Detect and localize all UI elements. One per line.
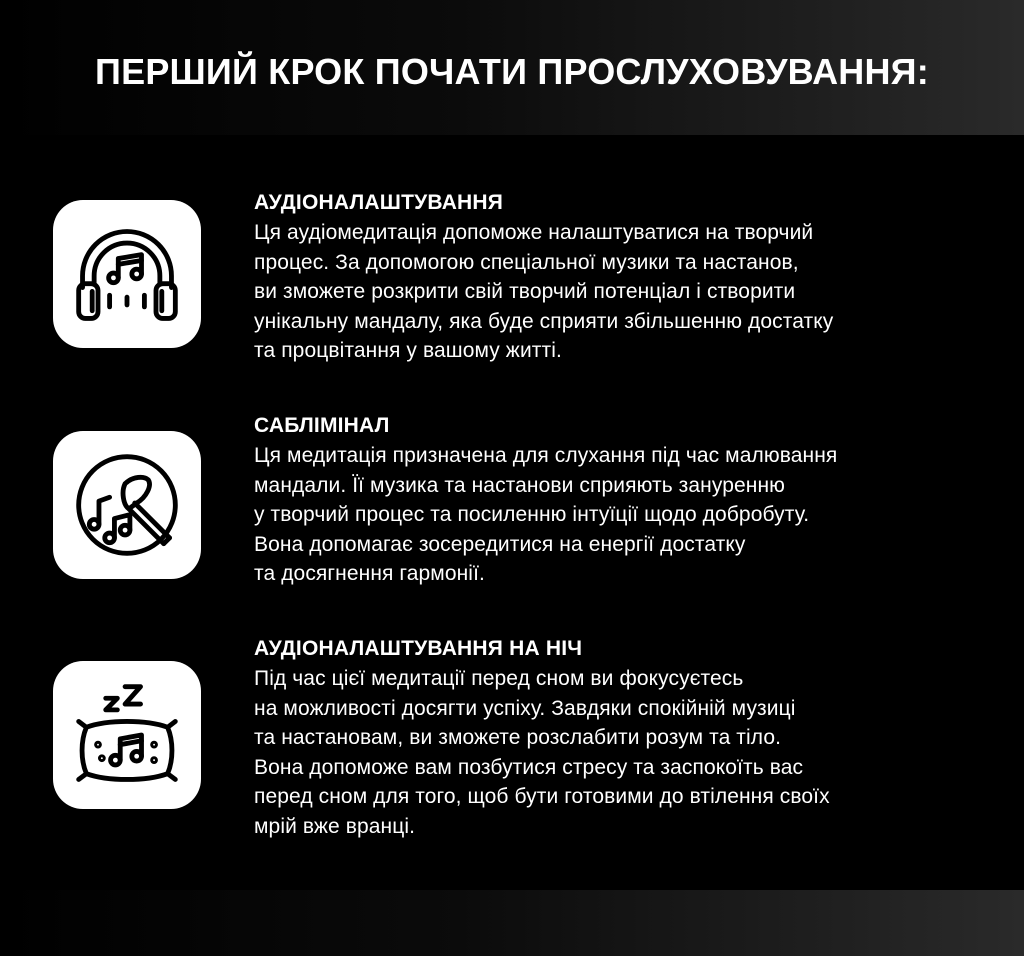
- section-text: [254, 188, 974, 366]
- icon-tile: [53, 200, 201, 348]
- section-text: [254, 634, 974, 841]
- section-body: Ця медитація призначена для слухання під час малювання мандали. Її музика та настанови сприяють зануренню у творчий процес та посиленню інтуїції щодо добробуту. Вона допомагає зосередитися на енергії достатку та досягнення гармонії.: [254, 444, 838, 585]
- icon-tile: [53, 431, 201, 579]
- palette-music-brush-icon: [69, 447, 185, 563]
- section-title: АУДІОНАЛАШТУВАННЯ НА НІЧ: [254, 637, 583, 660]
- footer-band: [0, 890, 1024, 956]
- section-body: Ця аудіомедитація допоможе налаштуватися на творчий процес. За допомогою спеціальної музики та настанов, ви зможете розкрити свій творчий потенціал і створити унікальну мандалу, яка буде сприяти збільшенню достатку та процвітання у вашому житті.: [254, 221, 834, 362]
- section-title: САБЛІМІНАЛ: [254, 414, 390, 437]
- section-title: АУДІОНАЛАШТУВАННЯ: [254, 191, 504, 214]
- sleep-pillow-music-icon: [69, 677, 185, 793]
- icon-tile: [53, 661, 201, 809]
- page-title: ПЕРШИЙ КРОК ПОЧАТИ ПРОСЛУХОВУВАННЯ:: [95, 51, 929, 92]
- headphones-music-icon: [69, 216, 185, 332]
- section-text: [254, 411, 974, 589]
- section-body: Під час цієї медитації перед сном ви фокусуєтесь на можливості досягти успіху. Завдяки спокійній музиці та настановам, ви зможете розслабити розум та тіло. Вона допоможе вам позбутися стресу та заспокоїть вас перед сном для того, щоб бути готовими до втілення своїх мрій вже вранці.: [254, 667, 830, 838]
